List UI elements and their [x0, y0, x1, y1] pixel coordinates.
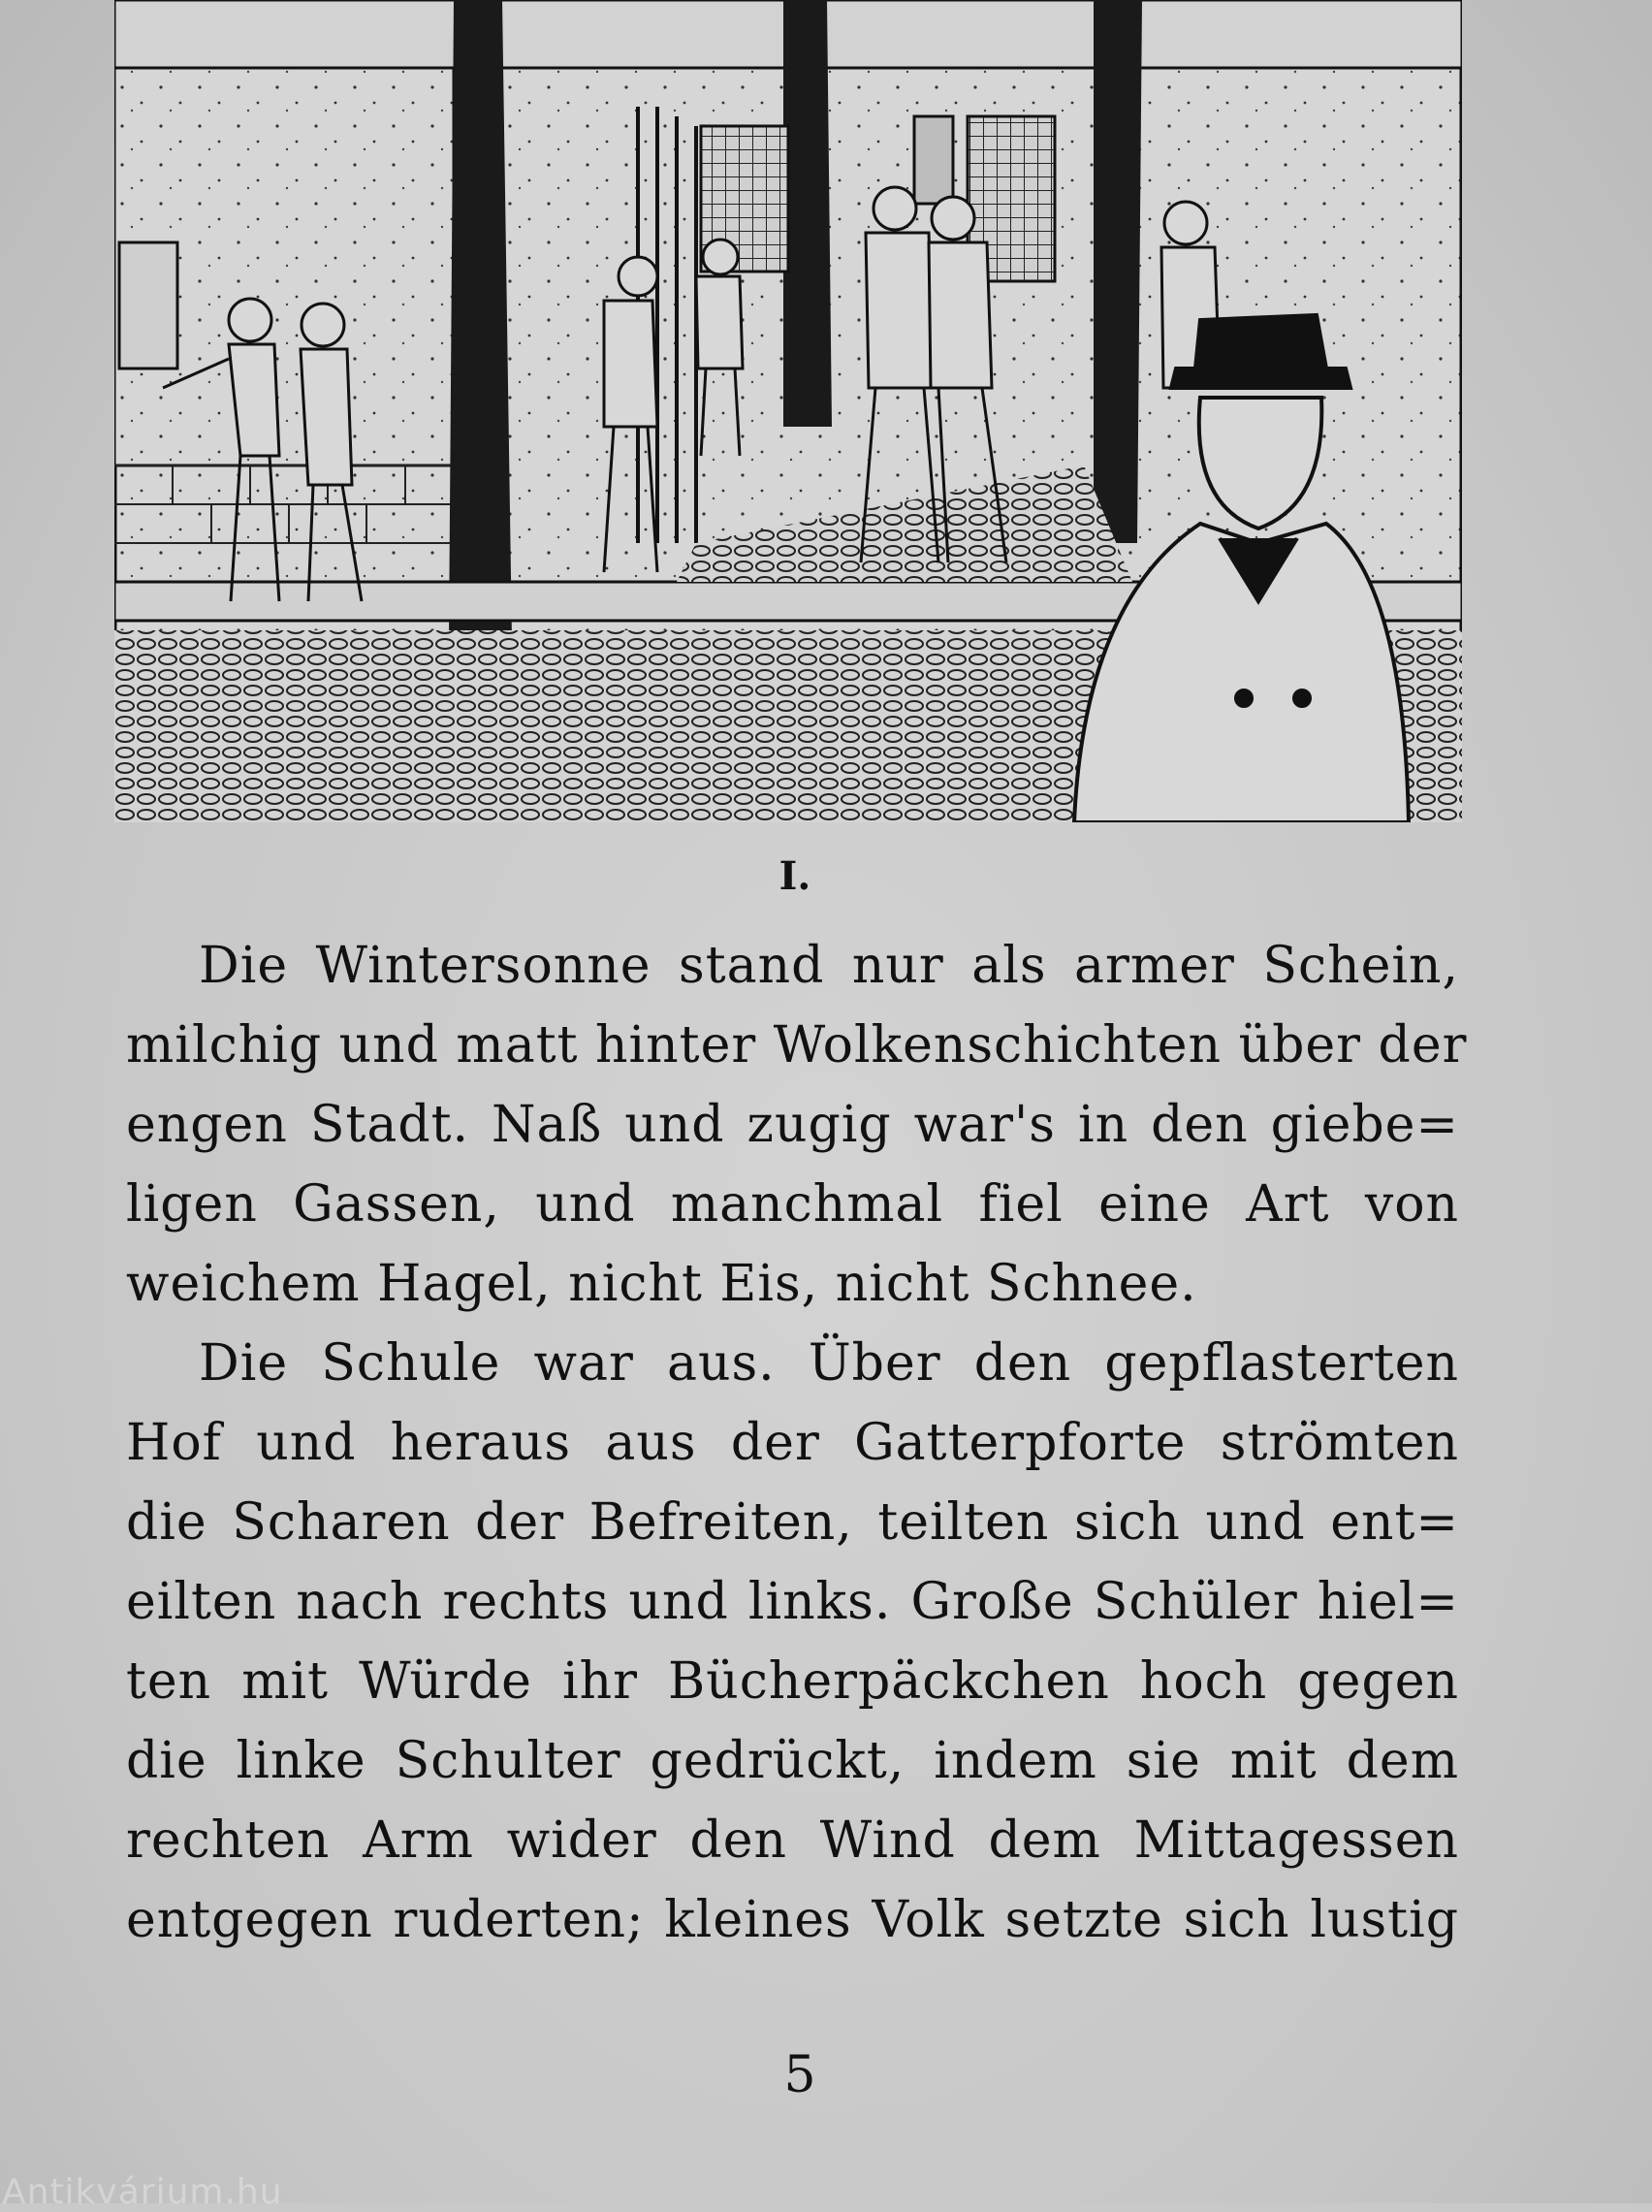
- watermark: Antikvárium.hu: [2, 2172, 283, 2212]
- page-number: 5: [783, 2046, 816, 2104]
- street-scene-drawing: [114, 0, 1462, 822]
- paragraph: [126, 926, 1468, 1324]
- text-line: Die Schule war aus. Über den gepflasterten: [199, 1334, 1459, 1393]
- text-line: engen Stadt. Naß und zugig war's in den giebe=: [126, 1096, 1459, 1154]
- text-line: weichem Hagel, nicht Eis, nicht Schnee.: [126, 1255, 1197, 1313]
- woodcut-illustration: [114, 0, 1462, 822]
- paragraph: [126, 1324, 1459, 1960]
- text-line: ten mit Würde ihr Bücherpäckchen hoch gegen: [126, 1652, 1459, 1711]
- text-line: eilten nach rechts und links. Große Schüler hiel=: [126, 1573, 1459, 1631]
- text-line: die linke Schulter gedrückt, indem sie mit dem: [126, 1732, 1459, 1790]
- text-line: rechten Arm wider den Wind dem Mittagessen: [126, 1811, 1459, 1870]
- text-line: entgegen ruderten; kleines Volk setzte sich lustig: [126, 1891, 1459, 1949]
- body-text: [126, 926, 1468, 1960]
- text-line: milchig und matt hinter Wolkenschichten über der: [126, 1016, 1468, 1074]
- text-line: Hof und heraus aus der Gatterpforte strömten: [126, 1414, 1459, 1472]
- text-line: die Scharen der Befreiten, teilten sich und ent=: [126, 1493, 1459, 1552]
- chapter-heading: I.: [778, 853, 811, 899]
- text-line: ligen Gassen, und manchmal fiel eine Art von: [126, 1175, 1459, 1234]
- text-line: Die Wintersonne stand nur als armer Schein,: [199, 937, 1459, 995]
